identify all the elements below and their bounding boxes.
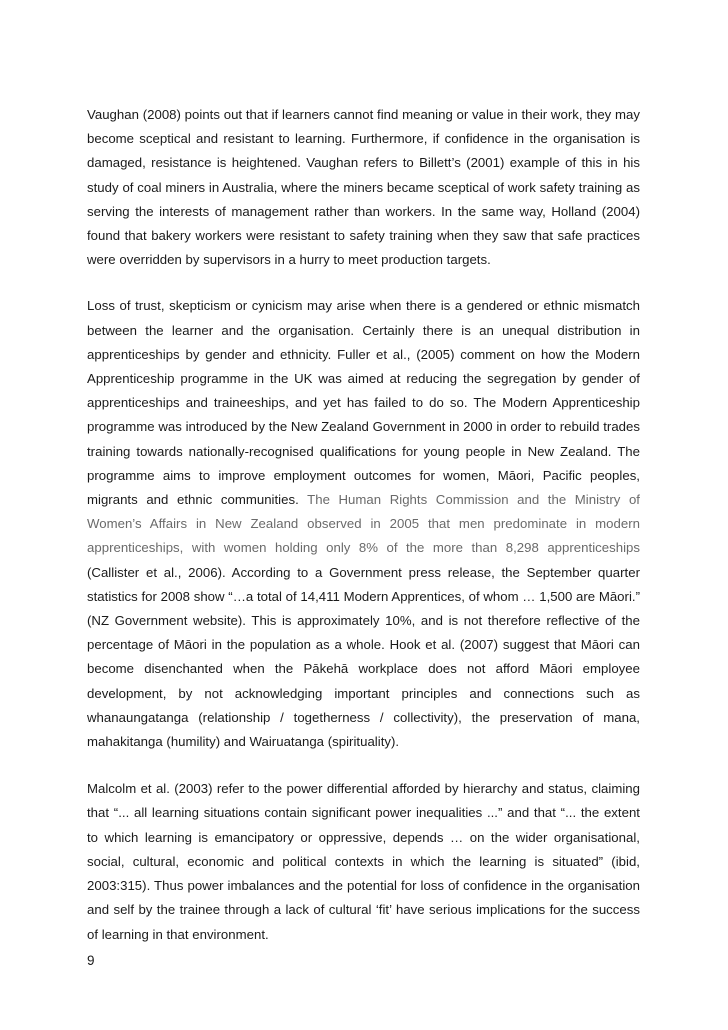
paragraph-2-quoted-grey-text: The Human Rights Commission and the Ministry of Women’s Affairs in New Zealand observed in 2005 that men predominate in modern apprenticeships, with women holding only 8% of the more than 8,298 apprenticeships [87, 492, 640, 556]
paragraph-2 [87, 294, 640, 754]
paragraph-1: Vaughan (2008) points out that if learners cannot find meaning or value in their work, they may become sceptical and resistant to learning. Furthermore, if confidence in the organisation is damaged, resistance is heightened. Vaughan refers to Billett’s (2001) example of this in his study of coal miners in Australia, where the miners became sceptical of work safety training as serving the interests of management rather than workers. In the same way, Holland (2004) found that bakery workers were resistant to safety training when they saw that safe practices were overridden by supervisors in a hurry to meet production targets. [87, 107, 640, 268]
page-number: 9 [87, 953, 95, 968]
document-body [87, 103, 640, 947]
paragraph-3: Malcolm et al. (2003) refer to the power differential afforded by hierarchy and status, claiming that “... all learning situations contain significant power inequalities ...” and that “... the extent to which learning is emancipatory or oppressive, depends … on the wider organisational, social, cultural, economic and political contexts in which the learning is situated” (ibid, 2003:315). Thus power imbalances and the potential for loss of confidence in the organisation and self by the trainee through a lack of cultural ‘fit’ have serious implications for the success of learning in that environment. [87, 781, 640, 942]
paragraph-2-part-c: (Callister et al., 2006). According to a Government press release, the September quarter statistics for 2008 show “…a total of 14,411 Modern Apprentices, of whom … 1,500 are Māori.” (NZ Government website). This is approximately 10%, and is not therefore reflective of the percentage of Māori in the population as a whole. Hook et al. (2007) suggest that Māori can become disenchanted when the Pākehā workplace does not afford Māori employee development, by not acknowledging important principles and connections such as whanaungatanga (relationship / togetherness / collectivity), the preservation of mana, mahakitanga (humility) and Wairuatanga (spirituality). [87, 564, 640, 750]
paragraph-2-part-a: Loss of trust, skepticism or cynicism may arise when there is a gendered or ethnic mismatch between the learner and the organisation. Certainly there is an unequal distribution in apprenticeships by gender and ethnicity. Fuller et al., (2005) comment on how the Modern Apprenticeship programme in the UK was aimed at reducing the segregation by gender of apprenticeships and traineeships, and yet has failed to do so. The Modern Apprenticeship programme was introduced by the New Zealand Government in 2000 in order to rebuild trades training towards nationally-recognised qualifications for young people in New Zealand. The programme aims to improve employment outcomes for women, Māori, Pacific peoples, migrants and ethnic communities. [87, 298, 640, 508]
